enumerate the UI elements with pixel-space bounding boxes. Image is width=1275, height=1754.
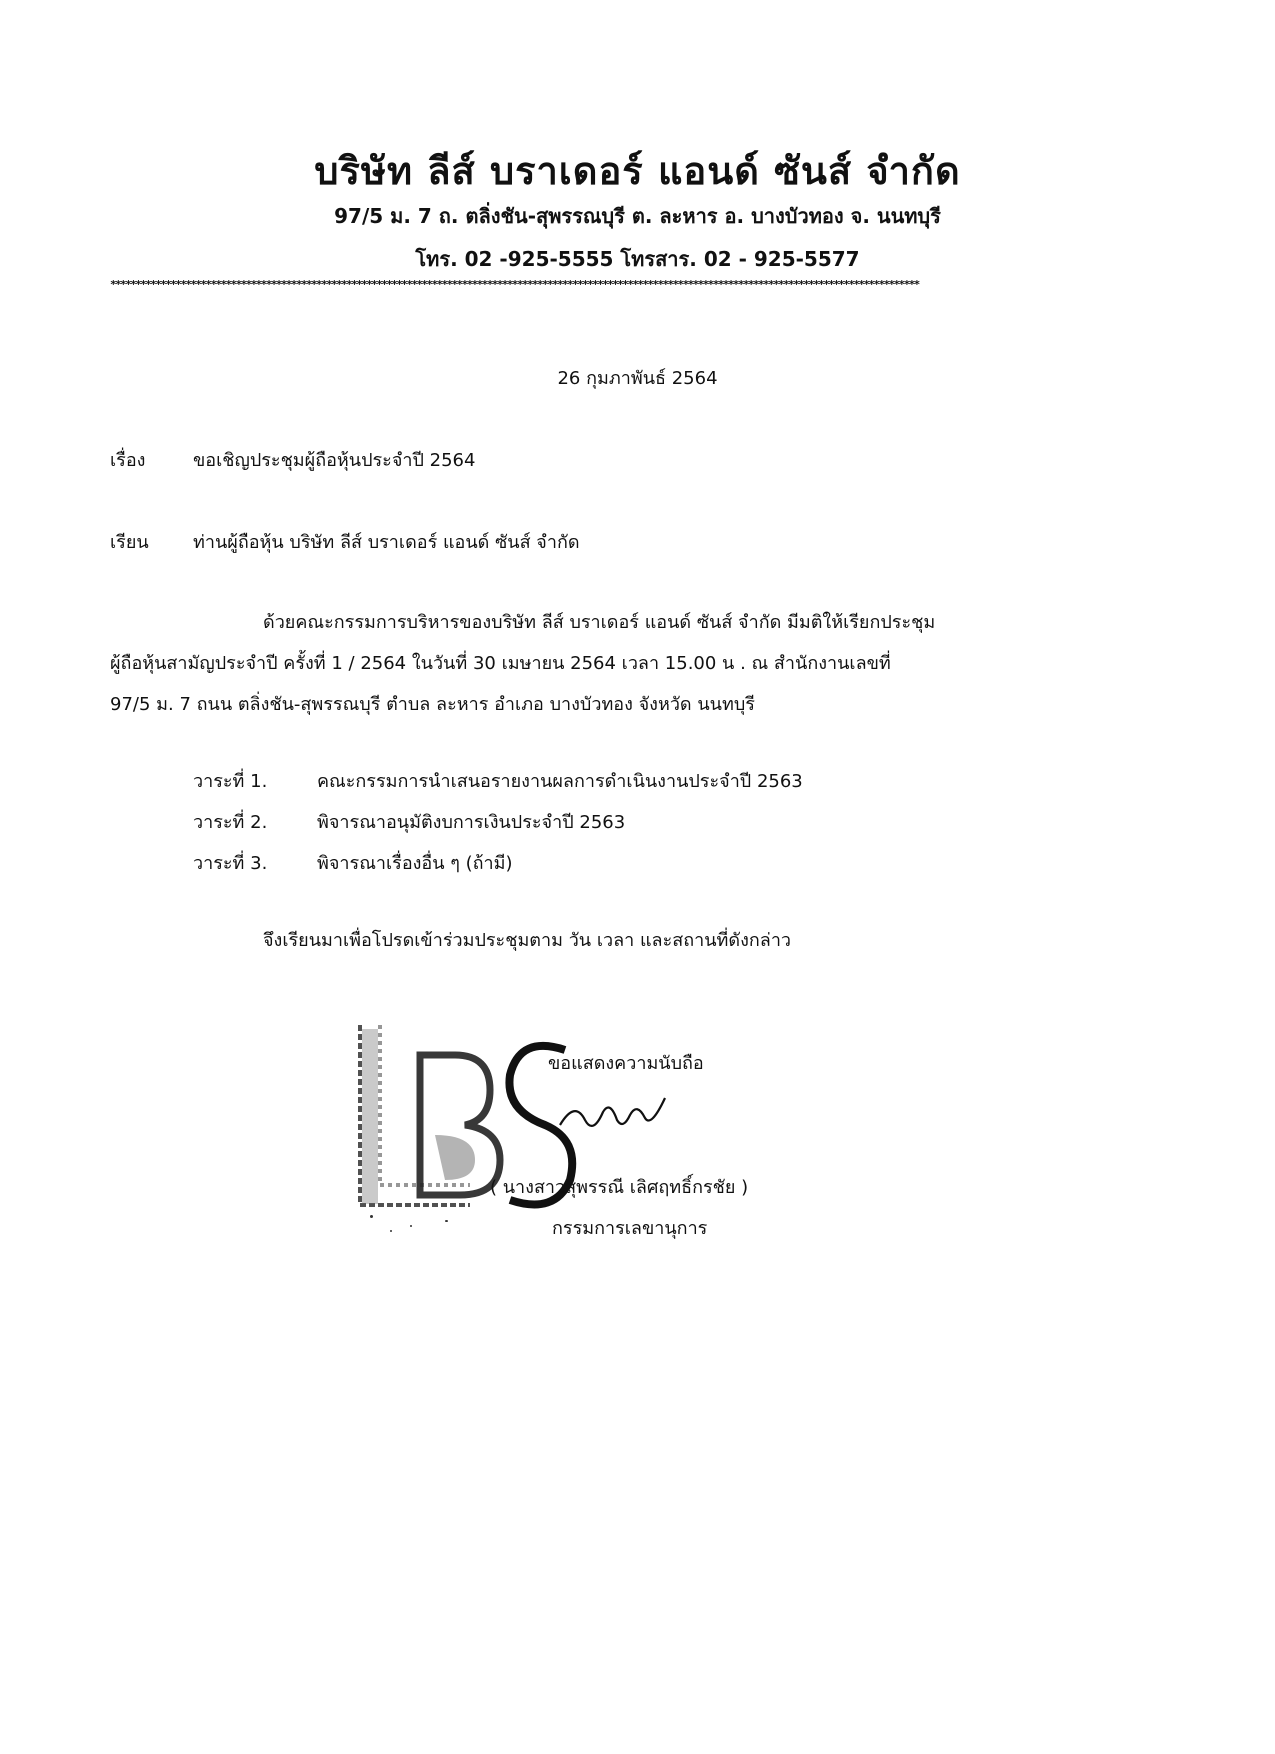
signer-position: กรรมการเลขานุการ: [552, 1218, 708, 1239]
body-line-3: 97/5 ม. 7 ถนน ตลิ่งชัน-สุพรรณบุรี ตำบล ละหาร อำเภอ บางบัวทอง จังหวัด นนทบุรี: [110, 694, 755, 715]
recipient-text: ท่านผู้ถือหุ้น บริษัท ลีส์ บราเดอร์ แอนด์ ซันส์ จำกัด: [193, 532, 580, 553]
asterisk-divider: *****************************************************************************************************************************************************************: [110, 280, 919, 290]
company-name: บริษัท ลีส์ บราเดอร์ แอนด์ ซันส์ จำกัด: [314, 149, 961, 193]
agenda-3-number: วาระที่ 3.: [193, 853, 268, 874]
subject-label: เรื่อง: [110, 450, 146, 471]
signer-name: ( นางสาวสุพรรณี เลิศฤทธิ์กรชัย ): [490, 1177, 749, 1198]
agenda-1-number: วาระที่ 1.: [193, 771, 268, 792]
agenda-2-text: พิจารณาอนุมัติงบการเงินประจำปี 2563: [317, 812, 626, 833]
company-phone: โทร. 02 -925-5555 โทรสาร. 02 - 925-5577: [415, 247, 860, 271]
closing-sentence: จึงเรียนมาเพื่อโปรดเข้าร่วมประชุมตาม วัน เวลา และสถานที่ดังกล่าว: [263, 930, 792, 951]
agenda-2-number: วาระที่ 2.: [193, 812, 268, 833]
agenda-1-text: คณะกรรมการนำเสนอรายงานผลการดำเนินงานประจำปี 2563: [317, 771, 803, 792]
regards-text: ขอแสดงความนับถือ: [548, 1053, 704, 1074]
body-line-1: ด้วยคณะกรรมการบริหารของบริษัท ลีส์ บราเดอร์ แอนด์ ซันส์ จำกัด มีมติให้เรียกประชุม: [263, 612, 936, 633]
signature-scribble: [555, 1090, 675, 1140]
company-address: 97/5 ม. 7 ถ. ตลิ่งชัน-สุพรรณบุรี ต. ละหาร อ. บางบัวทอง จ. นนทบุรี: [334, 204, 941, 228]
letter-date: 26 กุมภาพันธ์ 2564: [557, 368, 718, 389]
recipient-label: เรียน: [110, 532, 149, 553]
agenda-3-text: พิจารณาเรื่องอื่น ๆ (ถ้ามี): [317, 853, 513, 874]
body-line-2: ผู้ถือหุ้นสามัญประจำปี ครั้งที่ 1 / 2564 ในวันที่ 30 เมษายน 2564 เวลา 15.00 น . ณ สำนักงานเลขที่: [110, 653, 891, 674]
subject-text: ขอเชิญประชุมผู้ถือหุ้นประจำปี 2564: [193, 450, 476, 471]
